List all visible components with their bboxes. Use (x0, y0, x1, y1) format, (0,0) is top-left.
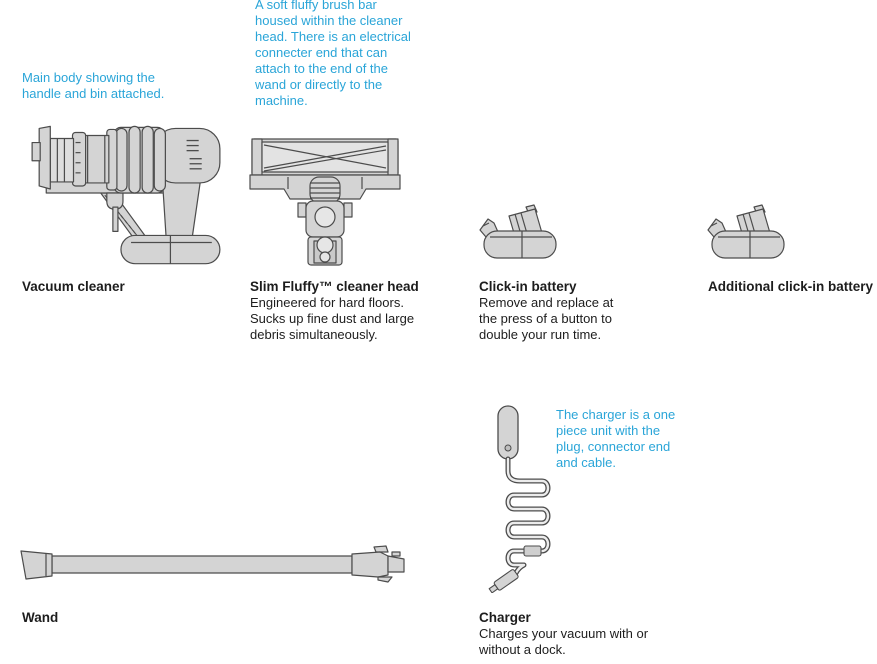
caption-wand (22, 610, 58, 626)
wand-title: Wand (22, 610, 59, 625)
annotation-charger: The charger is a one piece unit with the plug, connector end and cable. (556, 407, 676, 470)
charger-illustration (486, 403, 566, 593)
caption-vacuum (22, 279, 125, 295)
battery-title: Click-in battery (479, 279, 577, 294)
caption-additional-battery (708, 279, 873, 295)
battery-description: Remove and replace at the press of a button to double your run time. (479, 295, 614, 342)
cleaner-head-description: Engineered for hard floors. Sucks up fine dust and large debris simultaneously. (250, 295, 415, 342)
vacuum-title: Vacuum cleaner (22, 279, 125, 294)
additional-battery-illustration (704, 204, 790, 262)
vacuum-cleaner-illustration (20, 114, 232, 266)
cleaner-head-title: Slim Fluffy™ cleaner head (250, 279, 419, 294)
click-in-battery-illustration (476, 204, 562, 262)
charger-title: Charger (479, 610, 531, 625)
additional-battery-title: Additional click-in battery (708, 279, 874, 294)
annotation-brush-bar: A soft fluffy brush bar housed within the cleaner head. There is an electrical connecter end that can attach to the end of the wand or directly to the machine. (255, 0, 411, 108)
wand-illustration (18, 544, 406, 584)
cleaner-head-illustration (248, 137, 402, 267)
caption-charger (479, 610, 661, 658)
caption-cleaner-head (250, 279, 426, 343)
caption-battery (479, 279, 631, 343)
charger-description: Charges your vacuum with or without a dock. (479, 626, 649, 657)
annotation-main-body: Main body showing the handle and bin attached. (22, 70, 165, 101)
